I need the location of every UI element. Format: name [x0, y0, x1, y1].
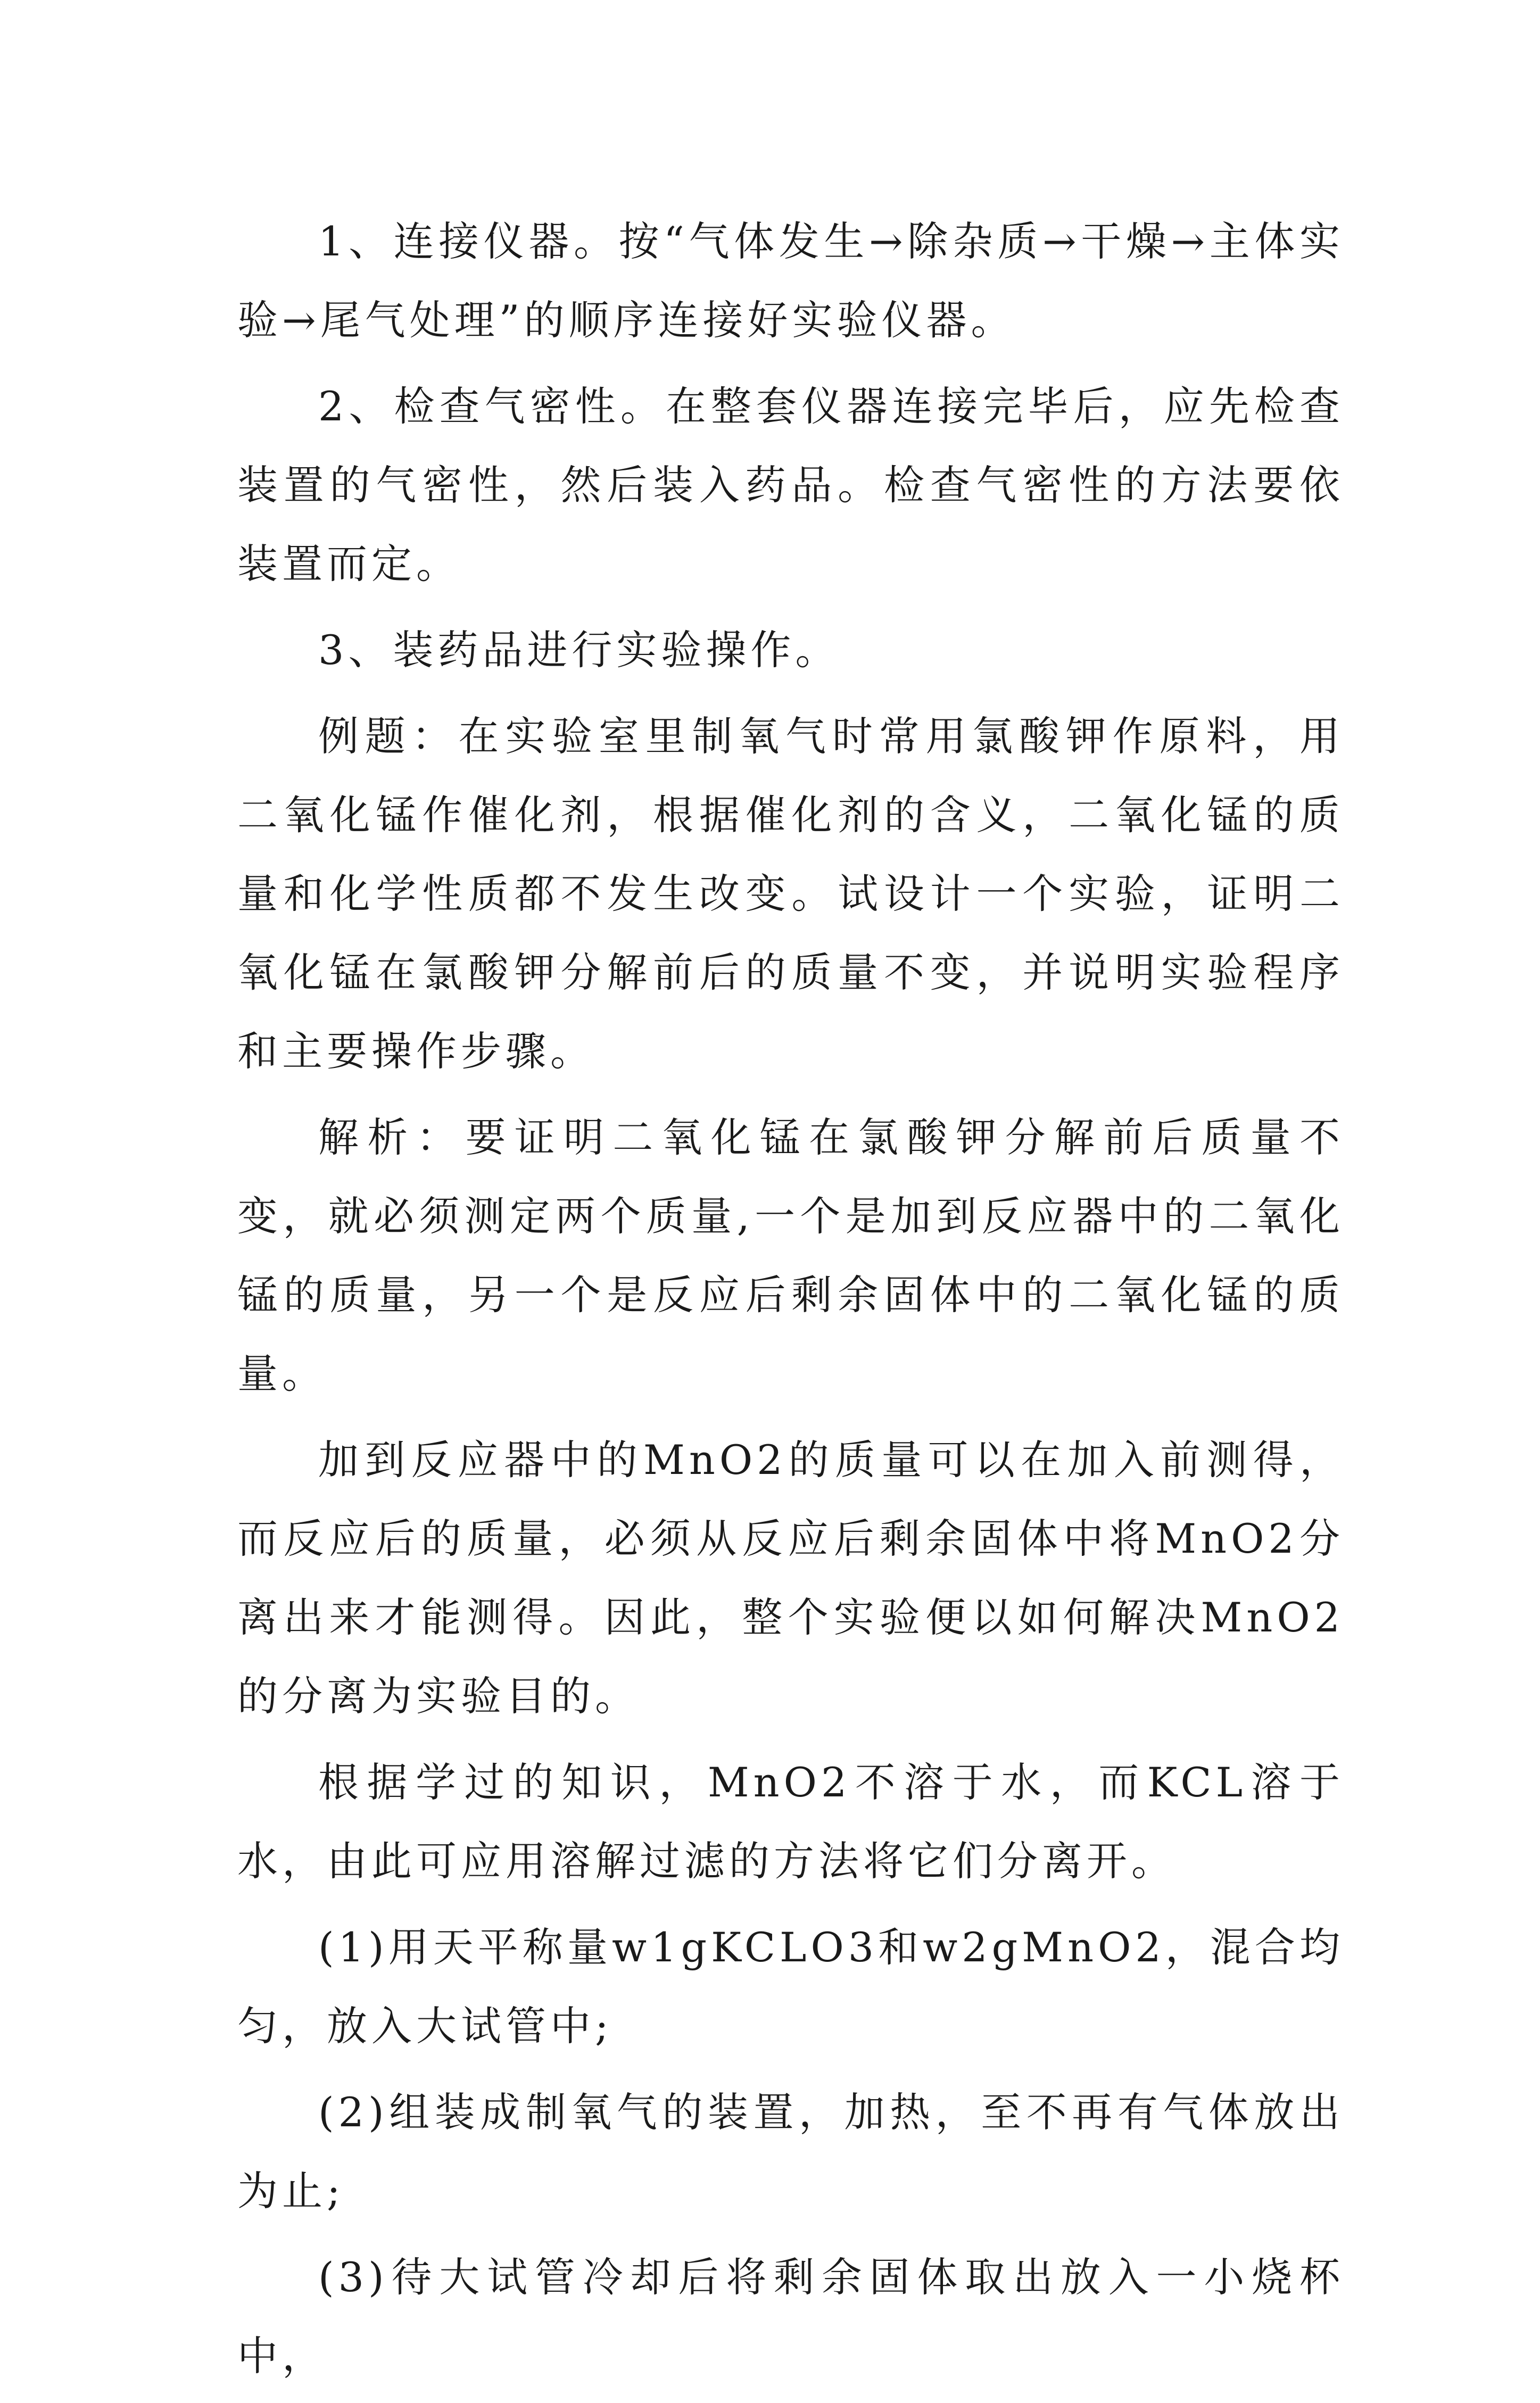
paragraph-connect-instruments: 1、连接仪器。按“气体发生→除杂质→干燥→主体实验→尾气处理”的顺序连接好实验仪器。 [237, 218, 1344, 344]
paragraph-step-1: (1)用天平称量w1gKCLO3和w2gMnO2，混合均匀，放入大试管中; [237, 1924, 1344, 2050]
paragraph-step-2: (2)组装成制氧气的装置，加热，至不再有气体放出为止; [237, 2089, 1344, 2215]
paragraph-example-question: 例题：在实验室里制氧气时常用氯酸钾作原料，用二氧化锰作催化剂，根据催化剂的含义，二氧化锰的质量和化学性质都不发生改变。试设计一个实验，证明二氧化锰在氯酸钾分解前后的质量不变，并说明实验程序和主要操作步骤。 [237, 712, 1344, 1075]
paragraph-analysis: 解析：要证明二氧化锰在氯酸钾分解前后质量不变，就必须测定两个质量,一个是加到反应器中的二氧化锰的质量，另一个是反应后剩余固体中的二氧化锰的质量。 [237, 1114, 1344, 1397]
paragraph-check-airtightness: 2、检查气密性。在整套仪器连接完毕后，应先检查装置的气密性，然后装入药品。检查气密性的方法要依装置而定。 [237, 383, 1344, 587]
paragraph-separation-method: 根据学过的知识，MnO2不溶于水，而KCL溶于水，由此可应用溶解过滤的方法将它们分离开。 [237, 1759, 1344, 1885]
paragraph-mno2-measurement: 加到反应器中的MnO2的质量可以在加入前测得，而反应后的质量，必须从反应后剩余固体中将MnO2分离出来才能测得。因此，整个实验便以如何解决MnO2的分离为实验目的。 [237, 1436, 1344, 1720]
paragraph-step-3: (3)待大试管冷却后将剩余固体取出放入一小烧杯中， [237, 2253, 1344, 2380]
document-body [237, 202, 1344, 2403]
paragraph-load-reagents: 3、装药品进行实验操作。 [318, 626, 840, 674]
